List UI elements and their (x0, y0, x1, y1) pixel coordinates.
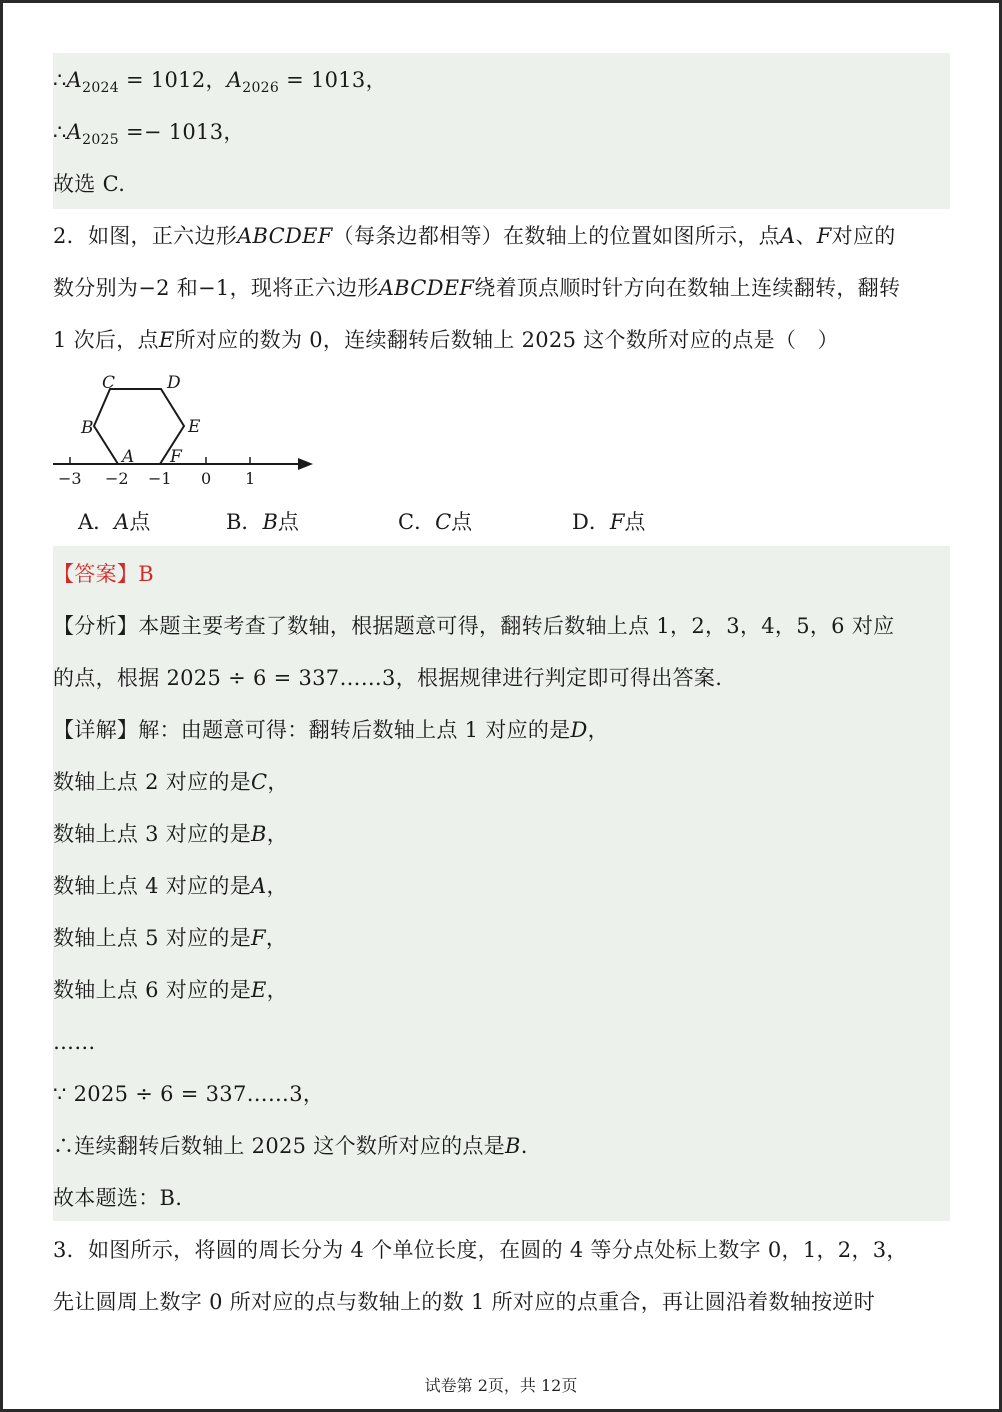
var: A (66, 68, 83, 92)
text: =− 1013， (118, 120, 245, 144)
vertex-label-a: A (122, 447, 135, 467)
subscript: 2026 (242, 80, 280, 97)
text: 数轴上点 2 对应的是 (53, 770, 252, 794)
detail-row-5 (53, 924, 287, 952)
subscript: 2025 (82, 132, 119, 149)
option-key: B． (226, 510, 263, 534)
var: A (66, 120, 83, 144)
text: 点 (624, 510, 646, 534)
therefore-symbol: ∴ (53, 120, 67, 144)
detail-row-6 (53, 976, 288, 1004)
text: 解：由题意可得：翻转后数轴上点 1 对应的是 (138, 718, 571, 742)
text: 2．如图，正六边形 (53, 224, 238, 248)
option-b (226, 508, 299, 536)
option-key: C． (398, 510, 436, 534)
solution-line-1 (53, 66, 387, 102)
var: A (114, 510, 130, 534)
text: ， (266, 874, 288, 898)
text: 数轴上点 6 对应的是 (53, 978, 252, 1002)
text: ， (587, 718, 609, 742)
answer-tag: 【答案】 (53, 562, 139, 586)
question-2-line-3 (53, 326, 839, 354)
text: 数分别为−2 和−1，现将正六边形 (53, 276, 379, 300)
var: ABCDEF (378, 276, 475, 300)
text: 对应的 (831, 224, 896, 248)
tick-label-neg2: −2 (105, 469, 129, 488)
analysis-line-2: 的点，根据 2025 ÷ 6 = 337……3，根据规律进行判定即可得出答案. (53, 666, 723, 690)
detail-tag: 【详解】 (53, 718, 139, 742)
text: 1 次后，点 (53, 328, 159, 352)
solution-line-2 (53, 118, 245, 154)
detail-row-4 (53, 872, 288, 900)
var: A (779, 224, 796, 248)
hexagon-number-line-figure (48, 368, 328, 493)
text: 本题主要考查了数轴，根据题意可得，翻转后数轴上点 1，2，3，4，5，6 对应 (138, 614, 895, 638)
text: 点 (451, 510, 473, 534)
var: A (251, 874, 267, 898)
var: B (505, 1134, 521, 1158)
text: 、 (795, 224, 817, 248)
vertex-label-d: D (167, 373, 181, 393)
text: 所对应的数为 0，连续翻转后数轴上 2025 这个数所对应的点是（ ） (174, 328, 839, 352)
question-2-line-2 (53, 274, 900, 302)
var: C (435, 510, 452, 534)
var: ABCDEF (237, 224, 333, 248)
vertex-label-e: E (188, 417, 201, 437)
tick-label-0: 0 (201, 469, 212, 488)
text: 点 (277, 510, 299, 534)
detail-conclusion: 故本题选：B. (53, 1186, 183, 1210)
var: F (251, 926, 266, 950)
text: 数轴上点 5 对应的是 (53, 926, 252, 950)
analysis-line-1 (53, 612, 894, 640)
analysis-tag: 【分析】 (53, 614, 139, 638)
question-3-line-2: 先让圆周上数字 0 所对应的点与数轴上的数 1 所对应的点重合，再让圆沿着数轴按逆时 (53, 1290, 876, 1314)
text: 点 (129, 510, 151, 534)
detail-row-2 (53, 768, 289, 796)
answer-line (53, 560, 154, 588)
option-key: A． (78, 510, 115, 534)
detail-row-3 (53, 820, 288, 848)
text: 数轴上点 3 对应的是 (53, 822, 252, 846)
option-d (572, 508, 645, 536)
vertex-label-f: F (170, 447, 182, 467)
option-a (78, 508, 150, 536)
number-line-arrow (298, 458, 313, 470)
answer-value: B (138, 562, 154, 586)
var: E (158, 328, 175, 352)
text: ， (265, 926, 288, 950)
text: ， (266, 822, 289, 846)
vertex-label-c: C (102, 373, 116, 393)
tick-label-neg1: −1 (148, 469, 172, 488)
subscript: 2024 (82, 80, 119, 97)
therefore-symbol: ∴ (53, 68, 67, 92)
detail-line-1 (53, 716, 609, 744)
question-2-line-1 (53, 222, 896, 250)
text: = 1013， (279, 68, 387, 92)
text: ∴连续翻转后数轴上 2025 这个数所对应的点是 (53, 1134, 505, 1158)
var: B (251, 822, 267, 846)
option-c (398, 508, 472, 536)
option-key: D． (572, 510, 610, 534)
page-footer: 试卷第 2页，共 12页 (424, 1376, 578, 1395)
tick-label-1: 1 (245, 469, 256, 488)
text: （每条边都相等）在数轴上的位置如图所示，点 (332, 224, 780, 248)
text: ， (266, 978, 288, 1002)
var: F (816, 224, 832, 248)
vertex-label-b: B (81, 418, 94, 438)
var: A (226, 68, 243, 92)
text: 绕着顶点顺时针方向在数轴上连续翻转，翻转 (474, 276, 901, 300)
text: 数轴上点 4 对应的是 (53, 874, 252, 898)
var: B (262, 510, 278, 534)
detail-therefore (53, 1132, 528, 1160)
text: . (520, 1134, 528, 1158)
text: = 1012， (118, 68, 227, 92)
tick-label-neg3: −3 (58, 469, 82, 488)
solution-line-3: 故选 C. (53, 172, 126, 196)
question-3-line-1: 3．如图所示，将圆的周长分为 4 个单位长度，在圆的 4 等分点处标上数字 0，1，2，3， (53, 1238, 908, 1262)
var: E (251, 978, 267, 1002)
var: F (609, 510, 625, 534)
detail-because: ∵ 2025 ÷ 6 = 337……3， (53, 1082, 325, 1106)
detail-ellipsis: …… (53, 1030, 96, 1054)
var: C (251, 770, 268, 794)
text: ， (267, 770, 289, 794)
var: D (570, 718, 588, 742)
